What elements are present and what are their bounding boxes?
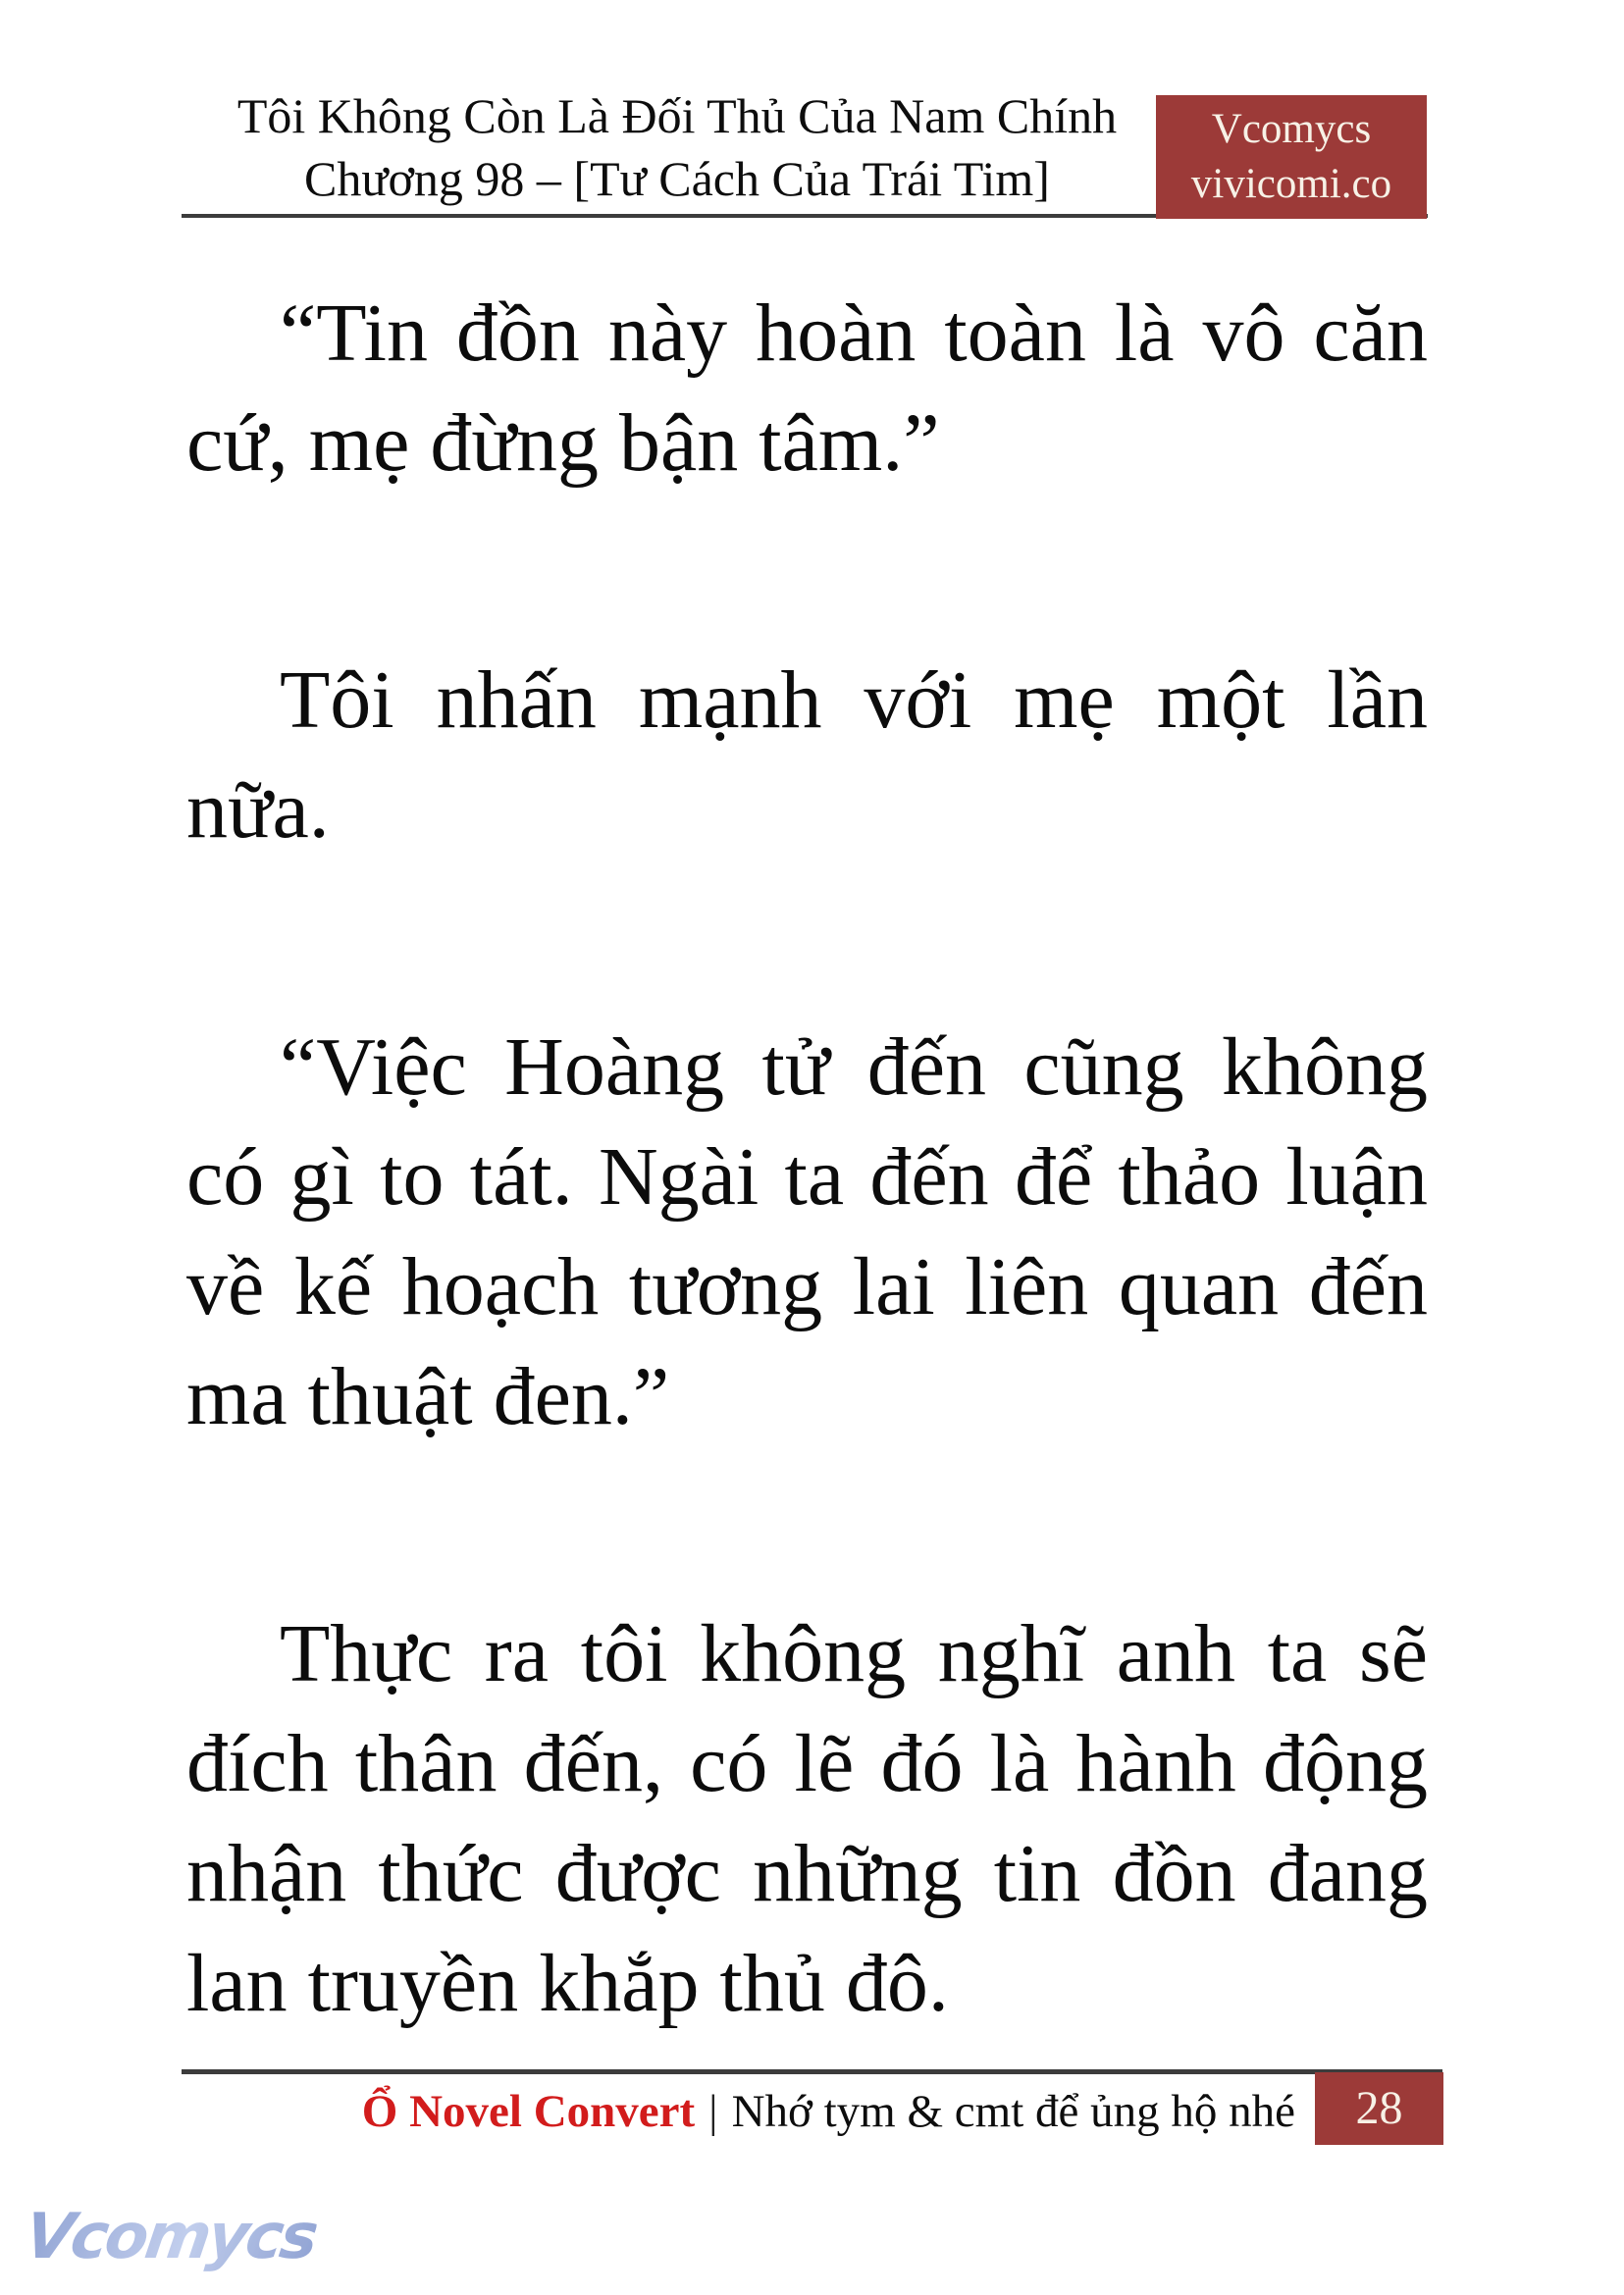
page-number: 28: [1355, 2082, 1403, 2134]
paragraph-line: “Tin đồn này hoàn toàn là vô căn: [280, 287, 1428, 379]
paragraph-line: có gì to tát. Ngài ta đến để thảo luận: [186, 1131, 1428, 1223]
brand-site: vivicomi.co: [1190, 161, 1392, 207]
page-number-box: [1315, 2072, 1443, 2145]
vcomycs-badge: [1156, 95, 1427, 219]
paragraph: [186, 1599, 1428, 2039]
footer-separator: |: [708, 2086, 718, 2137]
paragraph: [186, 279, 1428, 498]
footer-message: Nhớ tym & cmt để ủng hộ nhé: [731, 2086, 1295, 2137]
paragraph: [186, 646, 1428, 865]
paragraph-line: nữa.: [186, 764, 330, 856]
paragraph-line: cứ, mẹ đừng bận tâm.”: [186, 397, 940, 489]
page-header: [196, 84, 1158, 210]
paragraph-line: ma thuật đen.”: [186, 1351, 670, 1442]
header-chapter-line: Chương 98 – [Tư Cách Của Trái Tim]: [304, 151, 1050, 206]
paragraph-line: nhận thức được những tin đồn đang: [186, 1828, 1428, 1919]
paragraph-line: Thực ra tôi không nghĩ anh ta sẽ: [280, 1608, 1428, 1699]
body-text: [186, 279, 1428, 2039]
brand-name: Vcomycs: [1211, 106, 1372, 152]
paragraph-line: đích thân đến, có lẽ đó là hành động: [186, 1718, 1428, 1809]
paragraph-line: “Việc Hoàng tử đến cũng không: [280, 1021, 1428, 1113]
paragraph-line: lan truyền khắp thủ đô.: [186, 1938, 949, 2029]
header-title-line1: Tôi Không Còn Là Đối Thủ Của Nam Chính: [236, 88, 1118, 143]
paragraph-line: về kế hoạch tương lai liên quan đến: [186, 1241, 1428, 1332]
footer-divider: [182, 2069, 1442, 2074]
vcomycs-watermark-logo: Vcomycs: [20, 2201, 321, 2273]
novel-convert-label: Ổ Novel Convert: [361, 2086, 696, 2137]
footer-credit: [182, 2080, 1295, 2143]
paragraph: [186, 1013, 1428, 1452]
paragraph-line: Tôi nhấn mạnh với mẹ một lần: [280, 654, 1428, 746]
